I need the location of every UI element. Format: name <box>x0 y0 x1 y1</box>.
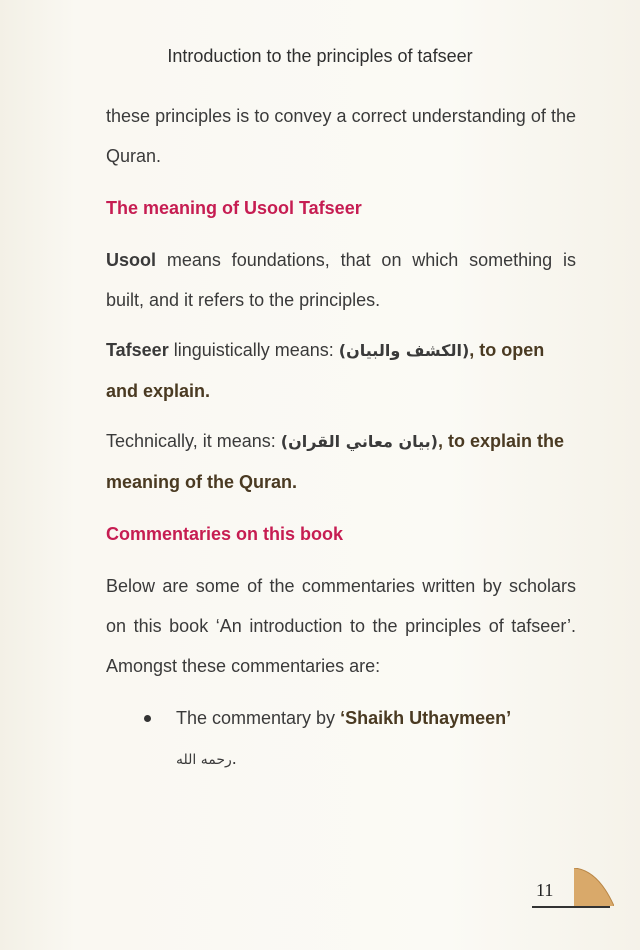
page-number: 11 <box>536 880 554 900</box>
bullet-prefix: The commentary by <box>176 708 341 728</box>
usool-definition <box>106 240 576 320</box>
bullet-suffix: . <box>231 748 237 768</box>
page-content <box>106 96 576 780</box>
technical-arabic-term: (بيان معاني القران) <box>280 432 438 451</box>
commentaries-list <box>106 698 576 780</box>
tafseer-term: Tafseer <box>106 340 169 360</box>
heading-commentaries: Commentaries on this book <box>106 524 344 544</box>
technical-meaning: , to explain the meaning of the Quran. <box>106 431 564 492</box>
intro-paragraph: these principles is to convey a correct understanding of the Quran. <box>106 106 576 166</box>
tafseer-linguistic-text: linguistically means: <box>168 340 339 360</box>
page-corner-icon <box>574 868 614 906</box>
usool-definition-text: means foundations, that on which something is built, and it refers to the principles. <box>106 250 576 310</box>
technical-intro-text: Technically, it means: <box>106 431 281 451</box>
usool-term: Usool <box>106 250 157 270</box>
scholar-name: ‘Shaikh Uthaymeen’ <box>340 708 512 728</box>
honorific-icon: رحمه الله <box>176 752 232 768</box>
tafseer-linguistic-definition <box>106 330 576 411</box>
running-header: Introduction to the principles of tafseer <box>167 46 473 66</box>
commentaries-paragraph: Below are some of the commentaries written by scholars on this book ‘An introduction to the principles of tafseer’. Amongst these commentaries are: <box>106 576 576 676</box>
list-item <box>106 698 576 780</box>
bullet-dot-icon <box>144 715 151 722</box>
page-number-rule <box>532 906 610 908</box>
heading-usool-tafseer: The meaning of Usool Tafseer <box>106 198 362 218</box>
tafseer-linguistic-meaning: , to open and explain. <box>106 340 545 401</box>
tafseer-arabic-term: (الكشف والبيان) <box>338 341 470 360</box>
tafseer-technical-definition <box>106 421 576 502</box>
